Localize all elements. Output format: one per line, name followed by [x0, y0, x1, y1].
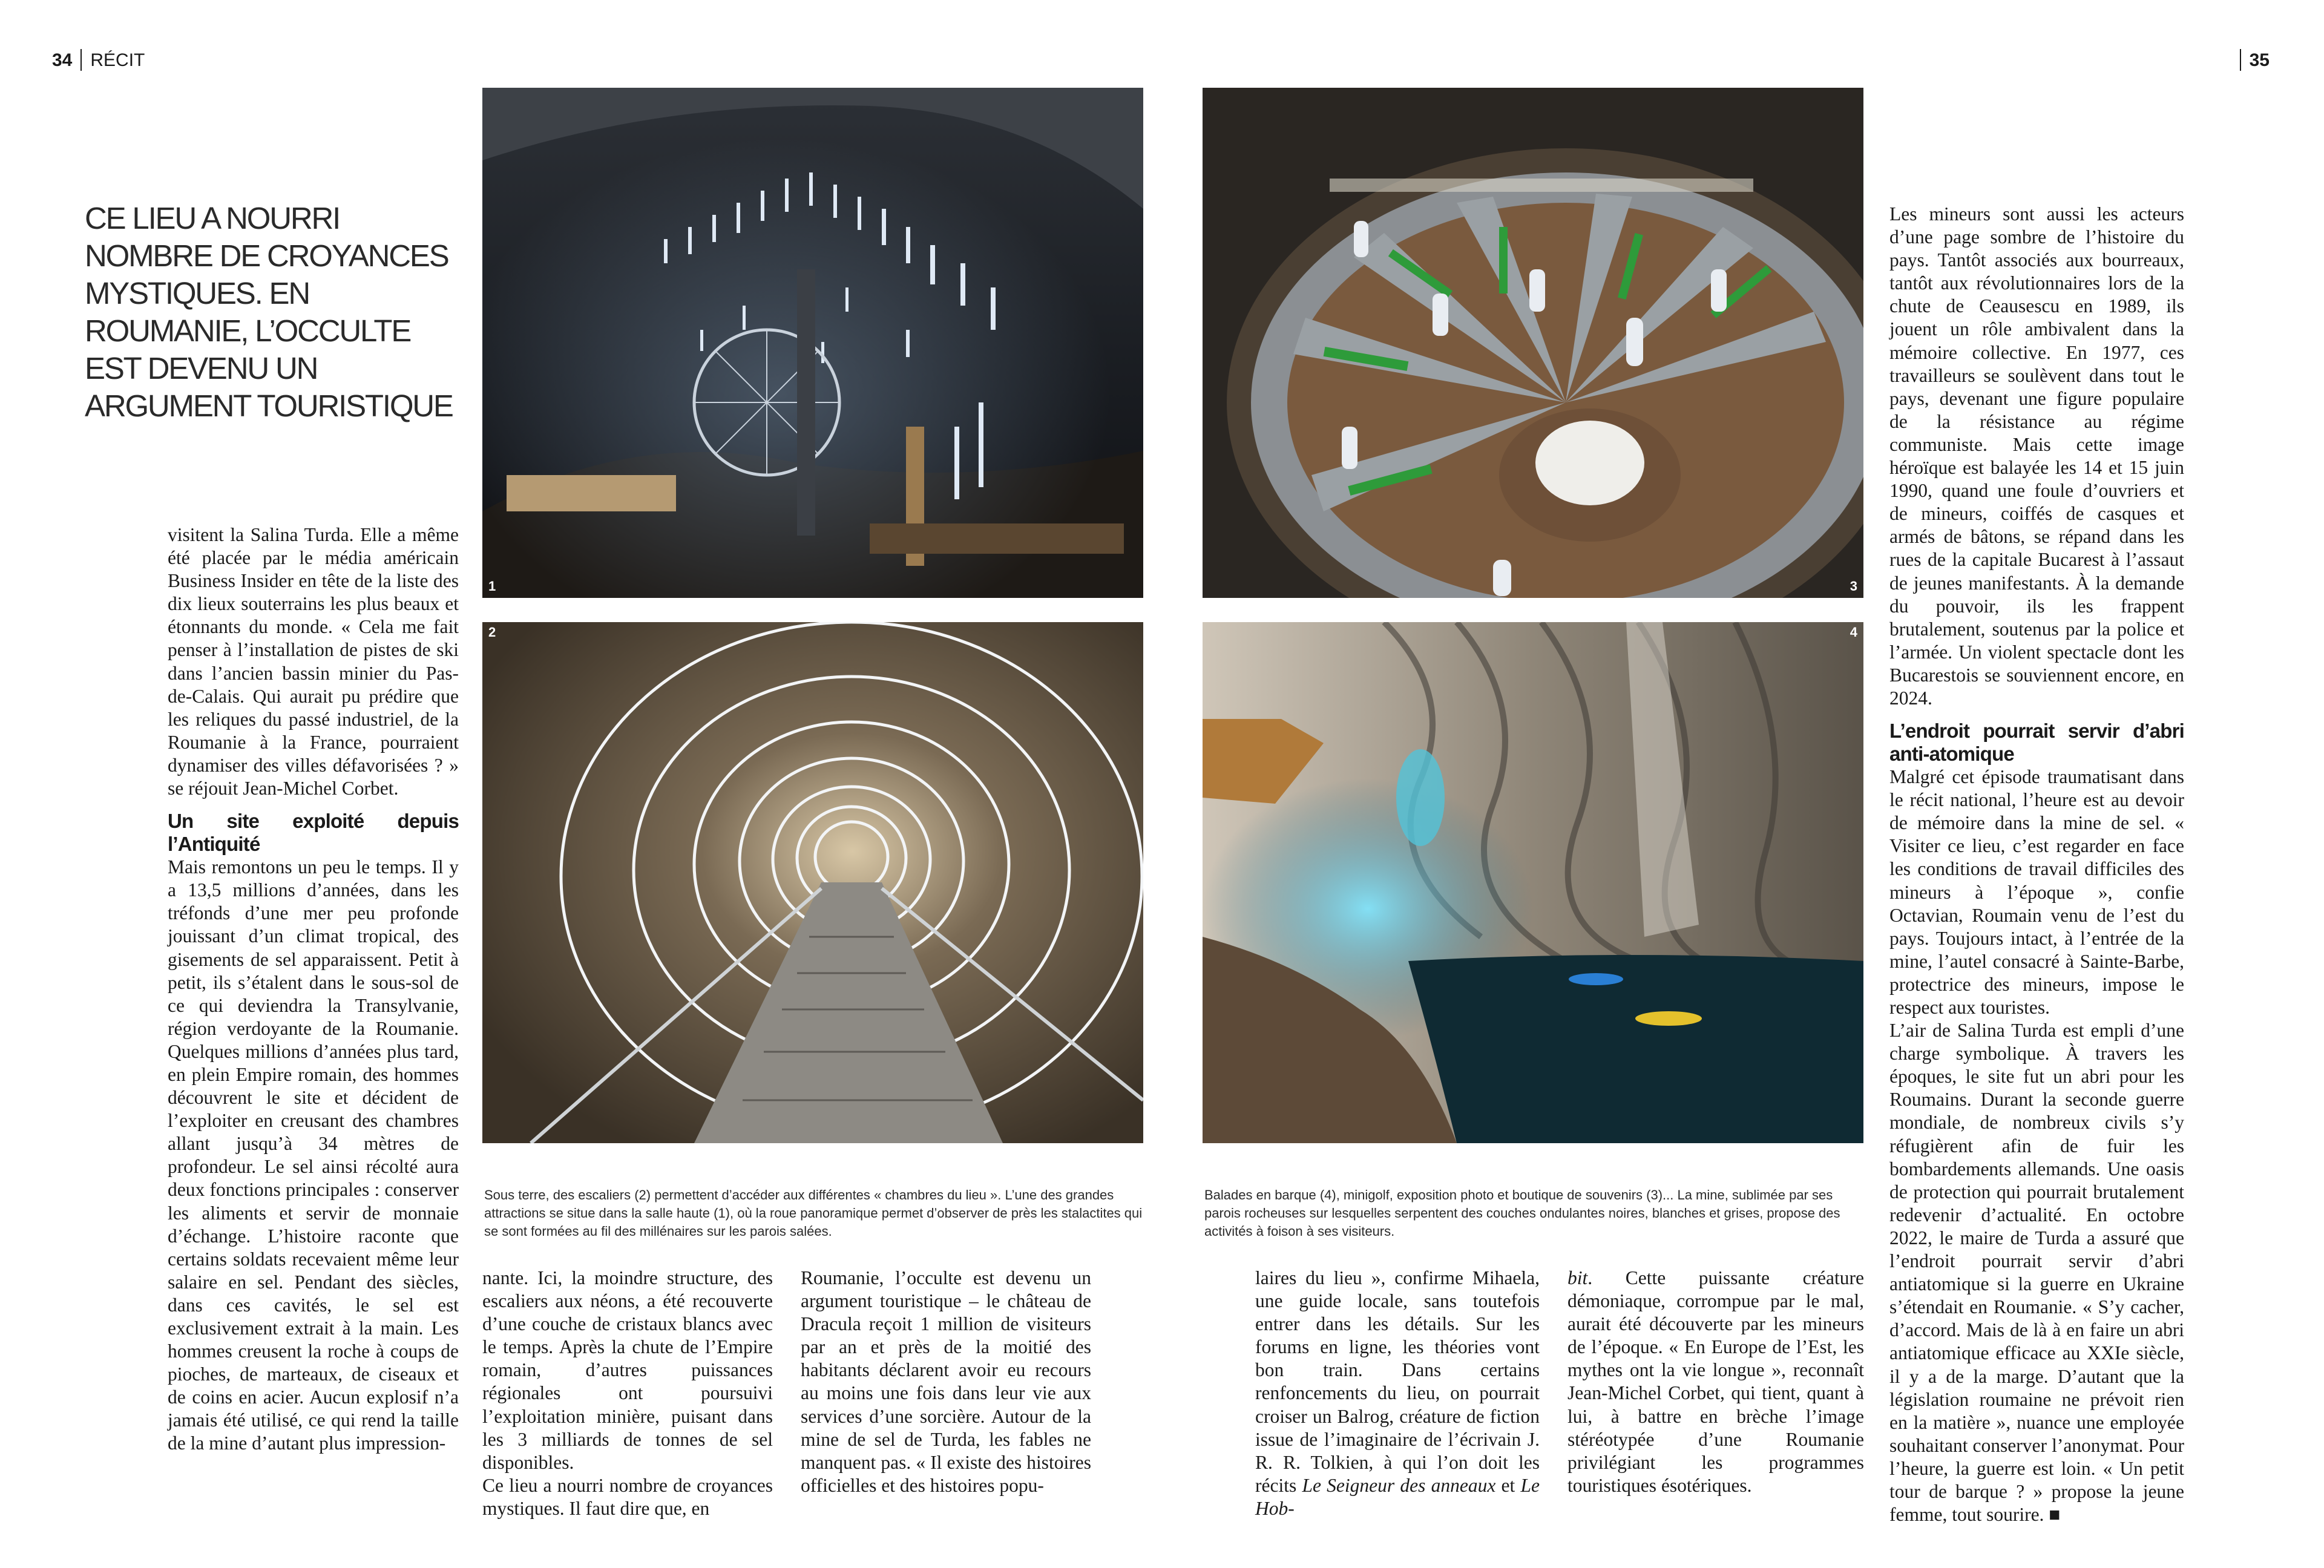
- folio-left: [52, 47, 145, 74]
- photo-number: 3: [1850, 579, 1857, 594]
- article-column-6: [1889, 203, 2184, 1526]
- paragraph: Les mineurs sont aussi les acteurs d’une page sombre de l’histoire du pays. Tantôt associés aux bourreaux, tantôt aux révolutionnaires lors de la chute de Ceausescu en 1989, ils jouent un rôle ambivalent dans la mémoire collective. En 1977, ces travailleurs se soulèvent dans tout le pays, devenant une figure populaire de la résistance au régime communiste. Mais cette image héroïque est balayée les 14 et 15 juin 1990, quand une foule d’ouvriers et de mineurs, coiffés de casques et armés de bâtons, se répand dans les rues de la capitale Bucarest à l’assaut de jeunes manifestants. À la demande du pouvoir, ils les frappent brutalement, soutenus par la police et l’armée. Un violent spectacle dont les Bucarestois se souviennent encore, en 2024.: [1889, 203, 2184, 709]
- book-title: Le Seigneur des anneaux: [1302, 1474, 1496, 1496]
- paragraph: L’air de Salina Turda est empli d’une charge symbolique. À travers les époques, le site fut un abri pour les Roumains. Durant la seconde guerre mondiale, de nombreux civils s’y réfugièrent afin de fuir les bombardements allemands. Une oasis de protection qui pourrait brutalement redevenir d’actualité. En octobre 2022, le maire de Turda a assuré que l’endroit pourrait servir d’abri antiatomique si la guerre en Ukraine s’étendait en Roumanie. « S’y cacher, d’accord. Mais de là à en faire un abri antiatomique efficace au XXIe siècle, il y a de la marge. D’autant que la législation roumaine ne prévoit rien en la matière », nuance une employée souhaitant conserver l’anonymat. Pour l’heure, la guerre est loin. « Un petit tour de barque ? » propose la jeune femme, tout sourire. ■: [1889, 1020, 2184, 1526]
- article-column-3: [801, 1267, 1091, 1497]
- article-column-5: [1567, 1267, 1864, 1497]
- book-title: bit: [1567, 1267, 1588, 1288]
- section-label: RÉCIT: [90, 50, 145, 70]
- photo-minigolf-hall: [1203, 88, 1863, 598]
- text-run: laires du lieu », confirme Mihaela, une guide locale, sans toutefois entrer dans les détails. Sur les forums en ligne, les théories vont bon train. Dans certains renfoncements du lieu, on pourrait croiser un Balrog, créature de fiction issue de l’imaginaire de l’écrivain J. R. R. Tolkien, à qui l’on doit les récits: [1255, 1267, 1540, 1496]
- pull-quote: CE LIEU A NOURRI NOMBRE DE CROYANCES MYSTIQUES. EN ROUMANIE, L’OCCULTE EST DEVENU UN ARGUMENT TOURISTIQUE: [85, 201, 453, 423]
- paragraph: nante. Ici, la moindre structure, des escaliers aux néons, a été recouverte d’une couche de cristaux blancs avec le temps. Après la chute de l’Empire romain, d’autres puissances régionales ont poursuivi l’exploitation minière, puisant dans les 3 milliards de tonnes de sel disponibles.: [482, 1267, 773, 1473]
- folio-divider: [2240, 49, 2241, 71]
- folio-right: [2231, 47, 2270, 74]
- subheading: Un site exploité depuis l’Antiquité: [168, 810, 459, 856]
- article-column-1: [168, 523, 459, 1455]
- book-title: Le Hob-: [1255, 1474, 1540, 1519]
- caption-photos-3-4: Balades en barque (4), minigolf, exposition photo et boutique de souvenirs (3)... La mine, sublimée par ses parois rocheuses sur lesquelles serpentent des couches ondulantes noires, blanches et grises, propose des activités à foison à ses visiteurs.: [1204, 1187, 1840, 1239]
- page-number-left: 34: [52, 50, 73, 70]
- text-run: et: [1495, 1474, 1521, 1496]
- photo-number: 2: [488, 625, 496, 640]
- photo-staircase-tunnel: [482, 622, 1143, 1143]
- folio-divider: [80, 49, 82, 71]
- text-run: . Cette puissante créature démoniaque, corrompue par le mal, aurait été découverte par les mineurs de l’époque. « En Europe de l’Est, les mythes ont la vie longue », reconnaît Jean-Michel Corbet, qui tient, quant à lui, à battre en brèche l’image stéréotypée d’une Roumanie privilégiant les programmes touristiques ésotériques.: [1567, 1267, 1864, 1496]
- paragraph: visitent la Salina Turda. Elle a même été placée par le média américain Business Insider en tête de la liste des dix lieux souterrains les plus beaux et étonnants du monde. « Cela me fait penser à l’installation de pistes de ski dans l’ancien bassin minier du Pas-de-Calais. Qui aurait pu prédire que les reliques du passé industriel, de la Roumanie à la France, pourraient dynamiser des villes défavorisées ? » se réjouit Jean-Michel Corbet.: [168, 524, 459, 799]
- caption-photos-1-2: Sous terre, des escaliers (2) permettent d’accéder aux différentes « chambres du lieu ». L’une des grandes attractions se situe dans la salle haute (1), où la roue panoramique permet d’observer de près les stalactites qui se sont formées au fil des millénaires sur les parois salées.: [484, 1187, 1143, 1239]
- page-number-right: 35: [2249, 50, 2270, 70]
- article-column-2: [482, 1267, 773, 1520]
- photo-number: 4: [1850, 625, 1857, 640]
- paragraph: [1567, 1267, 1864, 1497]
- subheading: L’endroit pourrait servir d’abri anti-atomique: [1889, 720, 2184, 766]
- paragraph: Roumanie, l’occulte est devenu un argument touristique – le château de Dracula reçoit 1 million de visiteurs par an et près de la moitié des habitants déclarent avoir eu recours au moins une fois dans leur vie aux services d’une sorcière. Autour de la mine de sel de Turda, les fables ne manquent pas. « Il existe des histoires officielles et des histoires popu-: [801, 1267, 1091, 1496]
- paragraph: Mais remontons un peu le temps. Il y a 13,5 millions d’années, dans les tréfonds d’une mer peu profonde jouissant d’un climat tropical, des gisements de sel apparaissent. Petit à petit, ils s’étalent dans le sous-sol de ce qui deviendra la Transylvanie, région verdoyante de la Roumanie. Quelques millions d’années plus tard, en plein Empire romain, des hommes découvrent le site et décident de l’exploiter en creusant des chambres allant jusqu’à 34 mètres de profondeur. Le sel ainsi récolté aura deux fonctions principales : conserver les aliments et servir de monnaie d’échange. L’histoire raconte que certains soldats recevaient même leur salaire en sel. Pendant des siècles, dans ces cavités, le sel est exclusivement extrait à la main. Les hommes creusent la roche à coups de pioches, de marteaux, de ciseaux et de coins en acier. Aucun explosif n’a jamais été utilisé, ce qui rend la taille de la mine d’autant plus impression-: [168, 856, 459, 1454]
- paragraph: Malgré cet épisode traumatisant dans le récit national, l’heure est au devoir de mémoire dans la mine de sel. « Visiter ce lieu, c’est regarder en face les conditions de travail difficiles des mineurs à l’époque », confie Octavian, Roumain venu de l’est du pays. Toujours intact, à l’entrée de la mine, l’autel consacré à Sainte-Barbe, protectrice des mineurs, impose le respect aux touristes.: [1889, 766, 2184, 1018]
- photo-underground-lake: [1203, 622, 1863, 1143]
- paragraph: [1255, 1267, 1540, 1520]
- photo-salt-mine-hall: [482, 88, 1143, 598]
- paragraph: Ce lieu a nourri nombre de croyances mystiques. Il faut dire que, en: [482, 1474, 773, 1519]
- photo-number: 1: [488, 579, 496, 594]
- article-column-4: [1255, 1267, 1540, 1520]
